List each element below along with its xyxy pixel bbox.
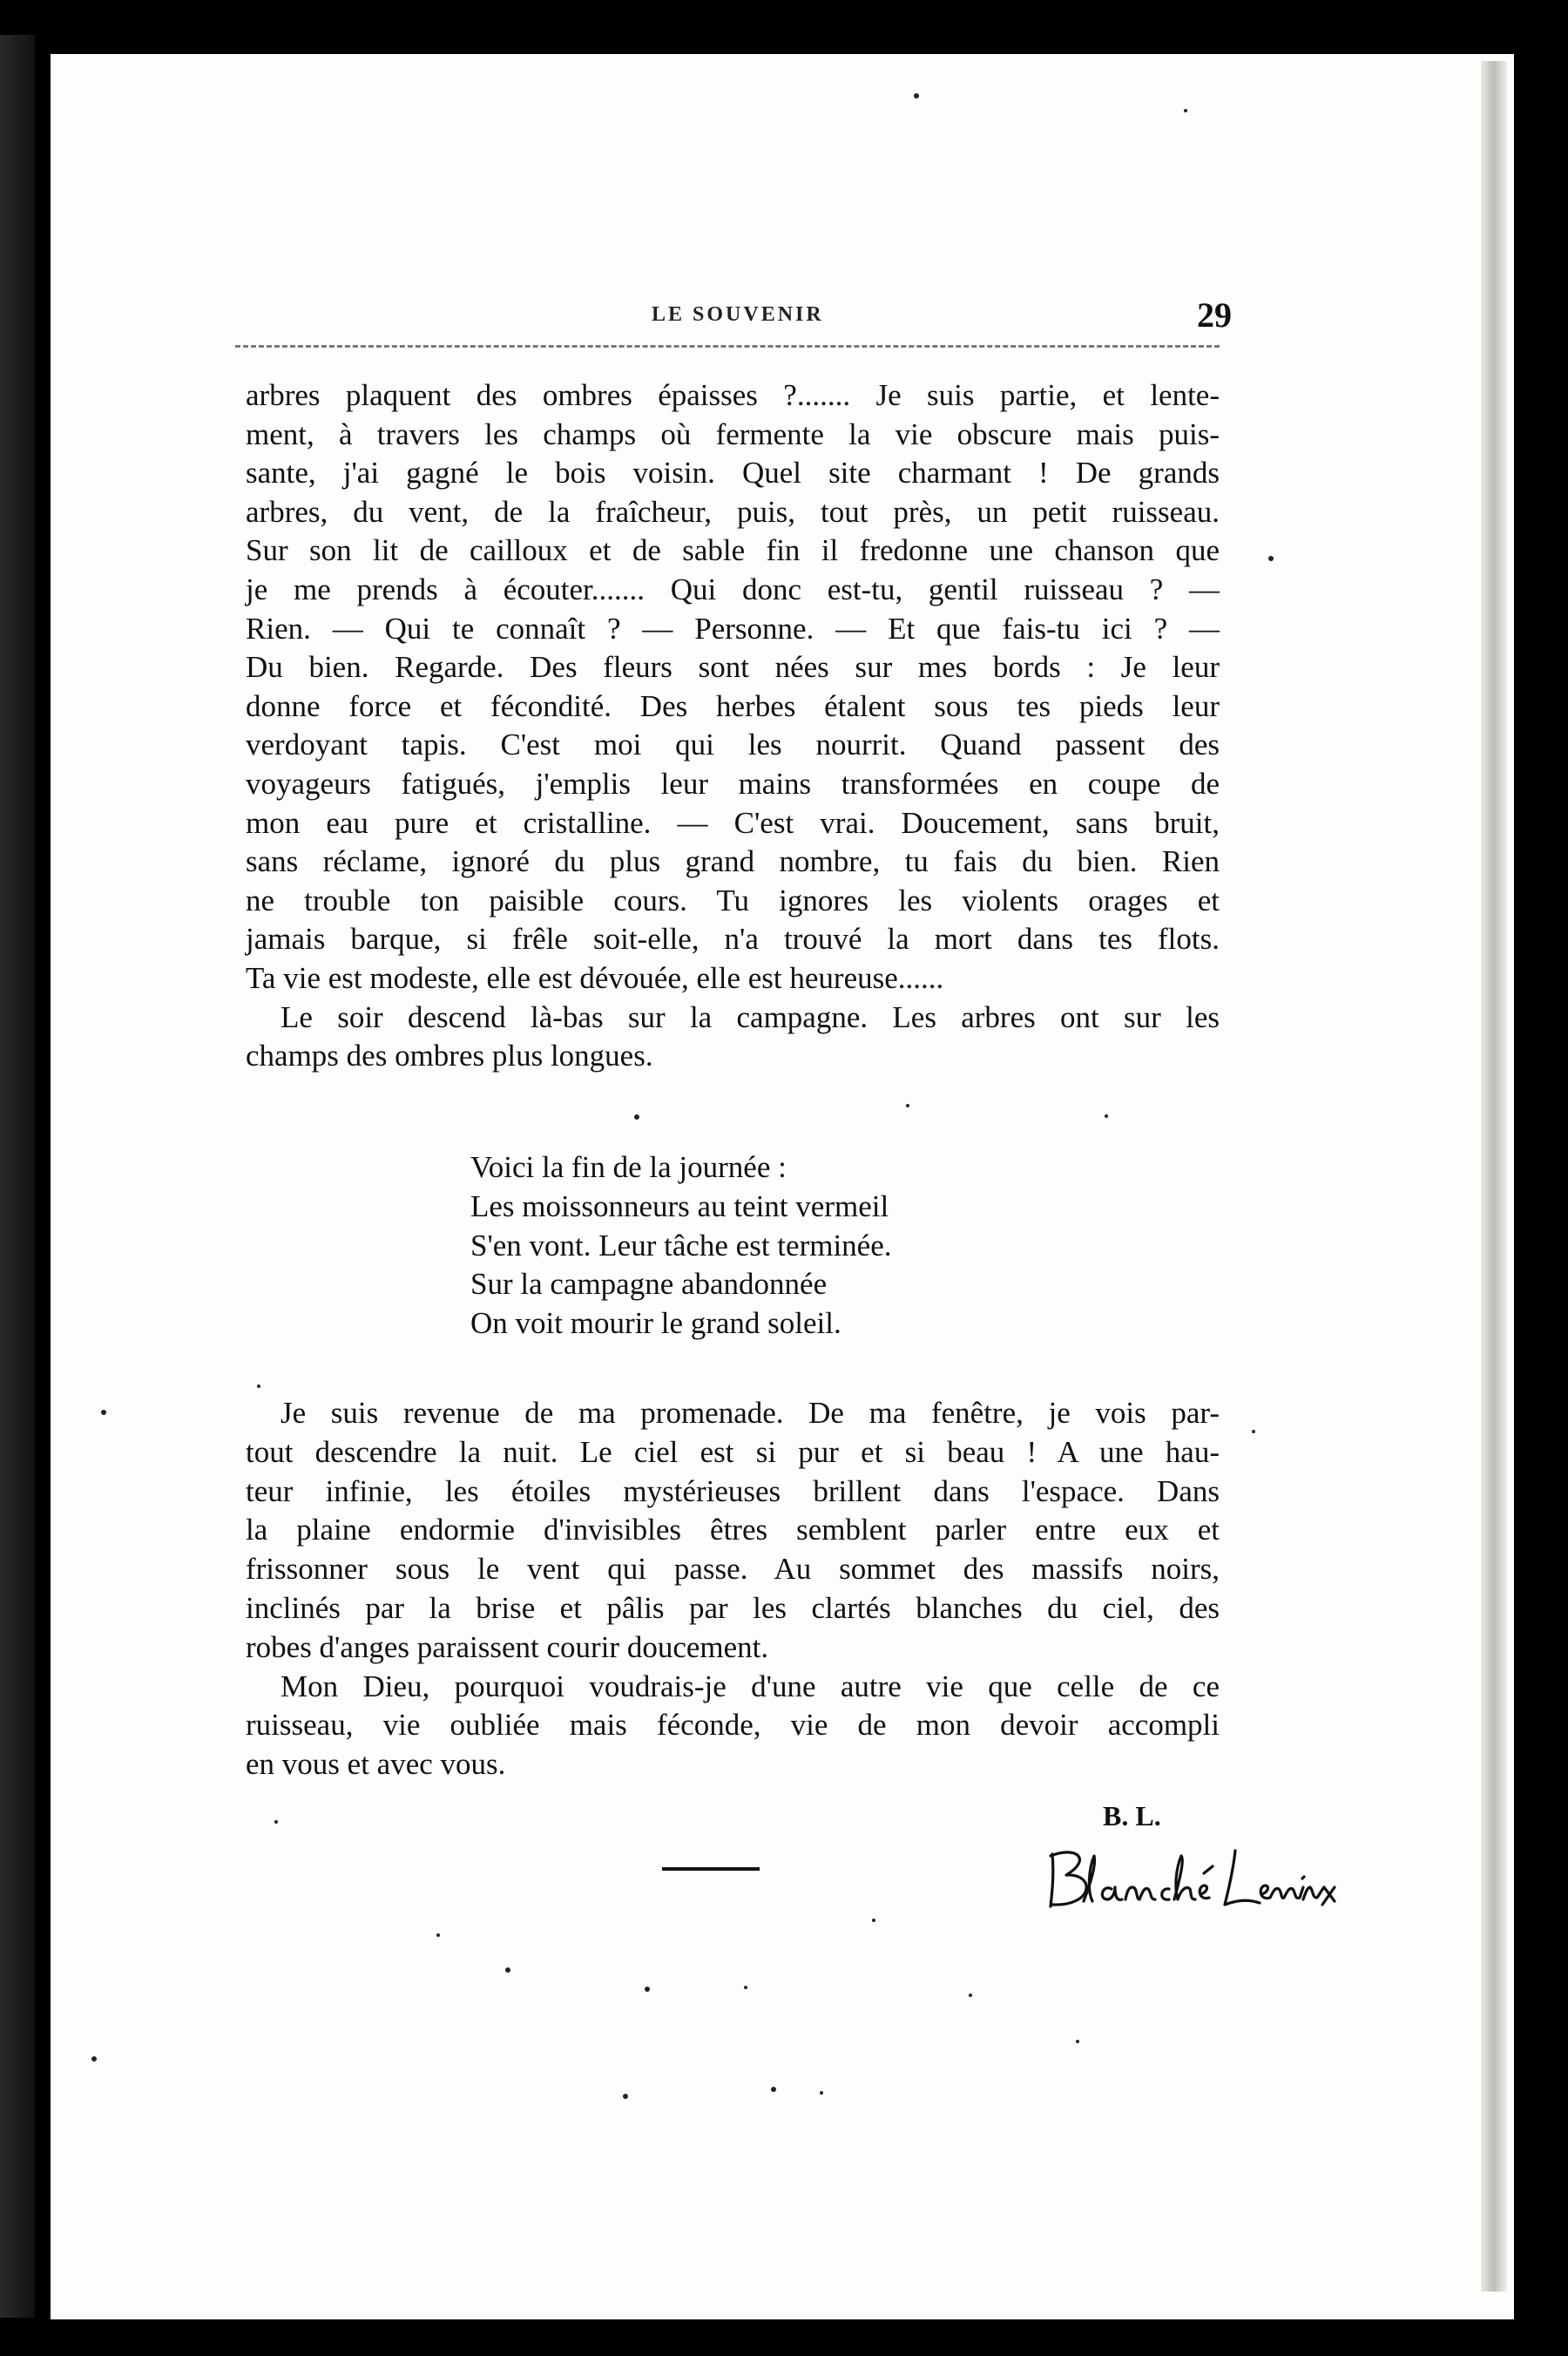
text-line: frissonner sous le vent qui passe. Au sommet des massifs noirs, (246, 1552, 1220, 1587)
text-line: la plaine endormie d'invisibles êtres semblent parler entre eux et (246, 1513, 1220, 1547)
poem-line: On voit mourir le grand soleil. (470, 1306, 841, 1341)
text-line: voyageurs fatigués, j'emplis leur mains transformées en coupe de (246, 766, 1220, 801)
text-line: champs des ombres plus longues. (246, 1039, 653, 1073)
text-line: sans réclame, ignoré du plus grand nombre, tu fais du bien. Rien (246, 844, 1220, 879)
text-line: Rien. — Qui te connaît ? — Personne. — Et que fais-tu ici ? — (246, 611, 1220, 646)
header-rule (235, 345, 1220, 348)
text-line: Je suis revenue de ma promenade. De ma fenêtre, je vois par- (280, 1396, 1220, 1430)
text-line: donne force et fécondité. Des herbes étalent sous tes pieds leur (246, 688, 1220, 723)
text-line: inclinés par la brise et pâlis par les clartés blanches du ciel, des (246, 1590, 1220, 1625)
poem-line: Sur la campagne abandonnée (470, 1267, 828, 1302)
text-line: Ta vie est modeste, elle est dévouée, elle est heureuse...... (246, 960, 944, 995)
running-title: LE SOUVENIR (652, 303, 824, 326)
body-text-closing (246, 1394, 1220, 1784)
text-line: mon eau pure et cristalline. — C'est vrai. Doucement, sans bruit, (246, 805, 1220, 840)
body-text-main (246, 376, 1220, 1076)
text-line: je me prends à écouter....... Qui donc est-tu, gentil ruisseau ? — (246, 572, 1220, 606)
text-line: verdoyant tapis. C'est moi qui les nourrit. Quand passent des (246, 728, 1220, 762)
page-number: 29 (1197, 295, 1232, 335)
poem-line: S'en vont. Leur tâche est terminée. (470, 1228, 892, 1263)
running-head (242, 294, 1244, 338)
text-line: arbres, du vent, de la fraîcheur, puis, tout près, un petit ruisseau. (246, 494, 1220, 529)
text-line: Du bien. Regarde. Des fleurs sont nées sur mes bords : Je leur (246, 650, 1220, 685)
text-line: robes d'anges paraissent courir doucement. (246, 1629, 769, 1664)
text-line: tout descendre la nuit. Le ciel est si pur et si beau ! A une hau- (246, 1434, 1220, 1469)
poem-line: Les moissonneurs au teint vermeil (470, 1188, 889, 1223)
page-fore-edge (1481, 61, 1507, 2292)
section-end-rule (662, 1867, 760, 1871)
handwritten-signature (1042, 1838, 1338, 1917)
text-line: ne trouble ton paisible cours. Tu ignores les violents orages et (246, 883, 1220, 917)
text-line: Mon Dieu, pourquoi voudrais-je d'une autre vie que celle de ce (280, 1669, 1220, 1703)
poem-stanza (470, 1148, 1080, 1344)
text-line: ment, à travers les champs où fermente la vie obscure mais puis- (246, 416, 1220, 451)
text-line: jamais barque, si frêle soit-elle, n'a trouvé la mort dans tes flots. (246, 922, 1220, 957)
text-line: en vous et avec vous. (246, 1747, 506, 1782)
text-line: sante, j'ai gagné le bois voisin. Quel site charmant ! De grands (246, 456, 1220, 491)
scan-left-edge (0, 35, 35, 2318)
text-line: teur infinie, les étoiles mystérieuses brillent dans l'espace. Dans (246, 1473, 1220, 1508)
author-initials: B. L. (1103, 1800, 1161, 1831)
text-line: Sur son lit de cailloux et de sable fin il fredonne une chanson que (246, 533, 1220, 568)
text-line: Le soir descend là-bas sur la campagne. Les arbres ont sur les (280, 999, 1220, 1034)
text-line: ruisseau, vie oubliée mais féconde, vie de mon devoir accompli (246, 1708, 1220, 1743)
poem-line: Voici la fin de la journée : (470, 1150, 787, 1184)
text-line: arbres plaquent des ombres épaisses ?....... Je suis partie, et lente- (246, 378, 1220, 412)
